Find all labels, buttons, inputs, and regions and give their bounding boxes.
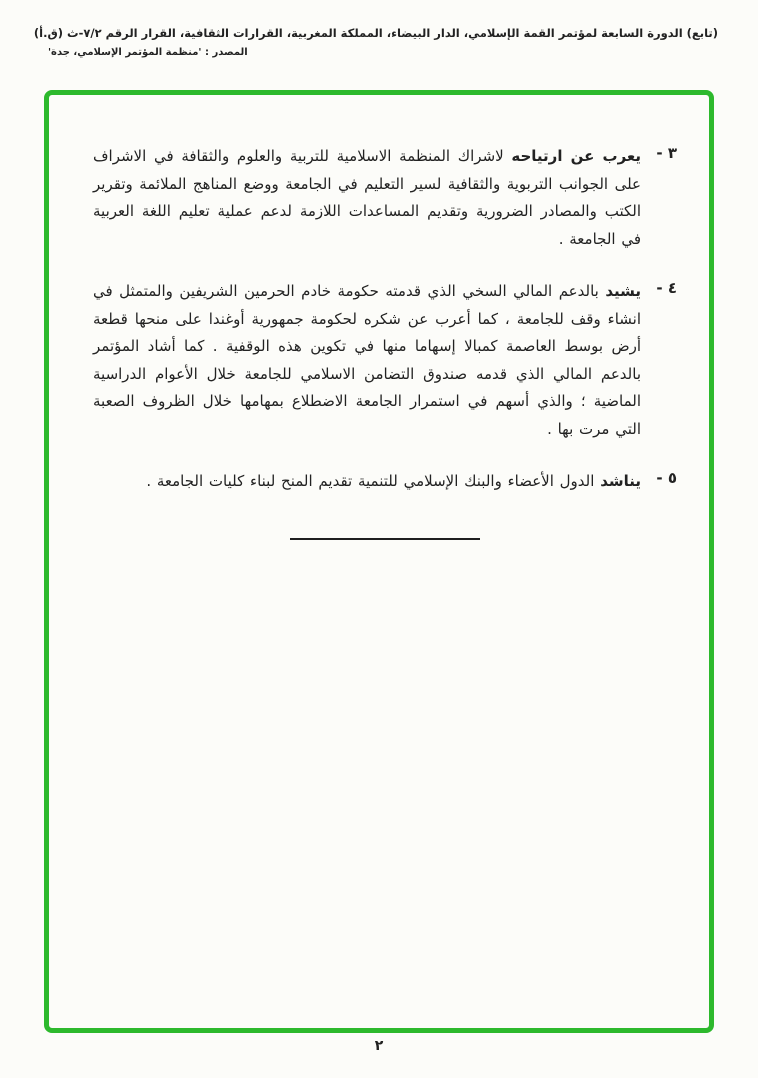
item-number: ٥ - xyxy=(656,469,677,487)
resolution-item-4 xyxy=(93,278,677,443)
item-number: ٤ - xyxy=(656,279,677,297)
item-body-text: الدول الأعضاء والبنك الإسلامي للتنمية تقديم المنح لبناء كليات الجامعة . xyxy=(146,472,601,490)
page-number: ٢ xyxy=(374,1038,384,1054)
annotation-border xyxy=(44,90,714,1033)
item-text xyxy=(93,468,641,496)
item-body-text: بالدعم المالي السخي الذي قدمته حكومة خادم الحرمين الشريفين والمتمثل في انشاء وقف للجامعة ، كما أعرب عن شكره لحكومة جمهورية أوغندا على منحها قطعة أرض بوسط العاصمة كمبالا إسهاما منها في تكوين هذه الوقفية . كما أشاد المؤتمر بالدعم المالي الذي قدمه صندوق التضامن الاسلامي للجامعة خلال الأعوام الدراسية الماضية ؛ والذي أسهم في استمرار الجامعة الاضطلاع بمهامها خلال الظروف الصعبة التي مرت بها . xyxy=(93,282,641,438)
header-citation: (تابع) الدورة السابعة لمؤتمر القمة الإسلامي، الدار البيضاء، المملكة المغربية، القرارات الثقافية، القرار الرقم ٧/٢-ث (ق.أ) xyxy=(33,26,718,40)
resolution-item-3 xyxy=(93,143,677,253)
page-header xyxy=(0,26,758,58)
item-text xyxy=(93,278,641,443)
divider-line xyxy=(290,538,480,540)
item-lead: يناشد xyxy=(600,472,641,490)
header-source: المصدر : 'منظمة المؤتمر الإسلامي، جدة' xyxy=(48,47,248,58)
item-body-text: لاشراك المنظمة الاسلامية للتربية والعلوم والثقافة في الاشراف على الجوانب التربوية والثقافية لسير التعليم في الجامعة ووضع المناهج الملائمة وتقرير الكتب والمصادر الضرورية وتقديم المساعدات اللازمة لدعم عملية تعليم اللغة العربية في الجامعة . xyxy=(93,147,641,248)
item-number: ٣ - xyxy=(656,144,677,162)
item-lead: يعرب عن ارتياحه xyxy=(511,147,641,165)
item-lead: يشيد xyxy=(605,282,641,300)
item-text xyxy=(93,143,641,253)
resolution-body xyxy=(93,143,677,540)
resolution-item-5 xyxy=(93,468,677,496)
